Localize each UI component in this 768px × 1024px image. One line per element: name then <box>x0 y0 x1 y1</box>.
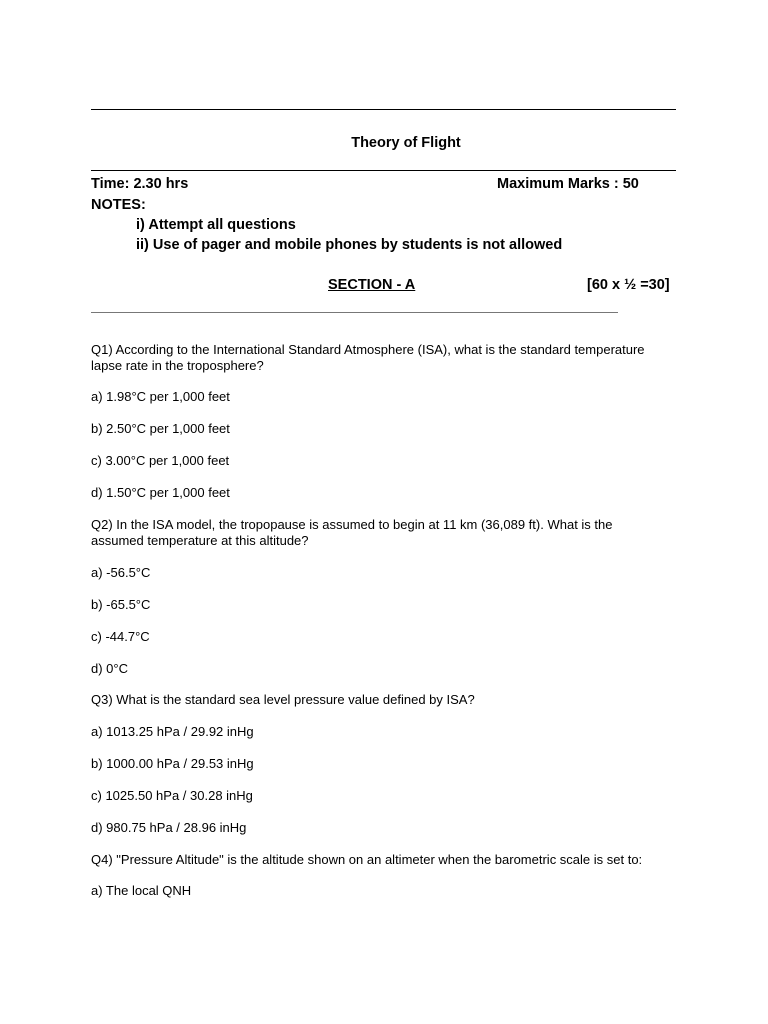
option-q3-c: c) 1025.50 hPa / 30.28 inHg <box>91 788 253 803</box>
option-q2-a: a) -56.5°C <box>91 565 151 580</box>
question-q4: Q4) "Pressure Altitude" is the altitude shown on an altimeter when the barometric scale is set to: <box>91 852 643 867</box>
option-q2-d: d) 0°C <box>91 661 128 676</box>
option-q1-a: a) 1.98°C per 1,000 feet <box>91 389 230 404</box>
option-q4-a: a) The local QNH <box>91 883 192 898</box>
section-marks: [60 x ½ =30] <box>587 277 670 293</box>
option-q1-b: b) 2.50°C per 1,000 feet <box>91 421 230 436</box>
option-q3-a: a) 1013.25 hPa / 29.92 inHg <box>91 724 254 739</box>
section-title: SECTION - A <box>328 277 416 293</box>
option-q3-d: d) 980.75 hPa / 28.96 inHg <box>91 820 247 835</box>
option-q1-d: d) 1.50°C per 1,000 feet <box>91 485 230 500</box>
option-q2-b: b) -65.5°C <box>91 597 151 612</box>
note-item: ii) Use of pager and mobile phones by students is not allowed <box>136 237 563 253</box>
top-rule <box>91 109 676 110</box>
section-rule <box>91 312 618 313</box>
document-title: Theory of Flight <box>351 135 461 151</box>
notes-heading: NOTES: <box>91 197 146 213</box>
question-q2: Q2) In the ISA model, the tropopause is assumed to begin at 11 km (36,089 ft). What is the assumed temperature at this altitude? <box>91 517 613 548</box>
option-q2-c: c) -44.7°C <box>91 629 150 644</box>
title-rule <box>91 170 676 171</box>
note-item: i) Attempt all questions <box>136 217 296 233</box>
exam-time: Time: 2.30 hrs <box>91 176 189 192</box>
maximum-marks: Maximum Marks : 50 <box>497 176 639 192</box>
question-q1: Q1) According to the International Standard Atmosphere (ISA), what is the standard temperature lapse rate in the troposphere? <box>91 342 645 373</box>
question-q3: Q3) What is the standard sea level pressure value defined by ISA? <box>91 692 475 707</box>
option-q3-b: b) 1000.00 hPa / 29.53 inHg <box>91 756 254 771</box>
option-q1-c: c) 3.00°C per 1,000 feet <box>91 453 230 468</box>
